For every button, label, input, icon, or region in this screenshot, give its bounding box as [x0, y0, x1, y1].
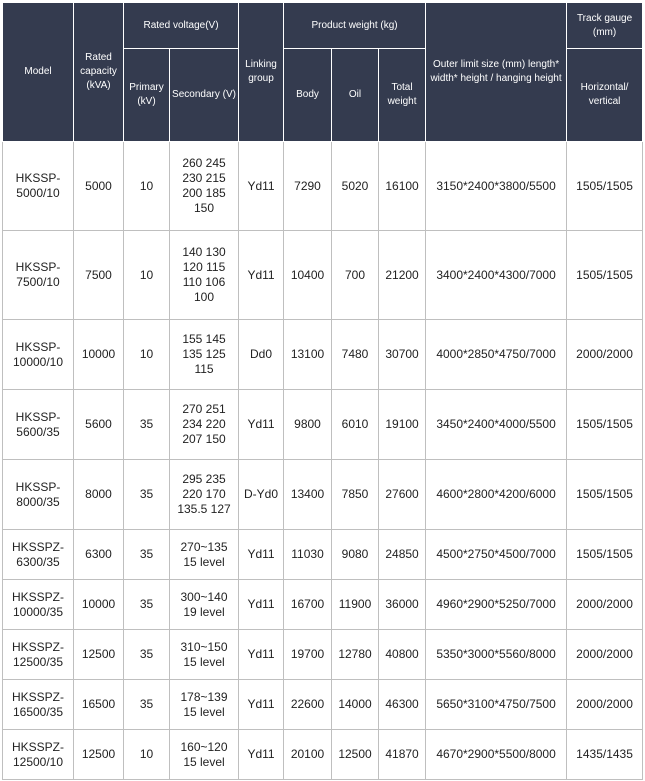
cell-outer-size: 4600*2800*4200/6000 [426, 460, 567, 530]
table-row [3, 320, 643, 390]
cell-model-line: 10000/35 [12, 604, 64, 619]
cell-secondary-line: 155 145 [182, 332, 226, 346]
cell-capacity: 7500 [74, 231, 124, 320]
cell-body-weight: 13100 [284, 320, 332, 390]
cell-secondary-line: 270 251 [182, 402, 226, 416]
cell-secondary-line: 115 [194, 362, 214, 376]
cell-primary: 10 [124, 142, 170, 231]
cell-capacity: 5600 [74, 390, 124, 460]
cell-total-weight: 21200 [379, 231, 426, 320]
cell-capacity: 5000 [74, 142, 124, 231]
cell-secondary-line: 15 level [183, 554, 225, 569]
cell-body-weight: 9800 [284, 390, 332, 460]
header-body: Body [284, 49, 332, 142]
header-oil: Oil [332, 49, 379, 142]
cell-track-gauge: 1435/1435 [567, 730, 643, 780]
header-track-gauge: Track gauge (mm) [567, 3, 643, 49]
cell-body-weight: 11030 [284, 530, 332, 580]
header-track-orientation: Horizontal/ vertical [567, 49, 643, 142]
cell-linking-group: Yd11 [239, 630, 284, 680]
cell-secondary-line: 19 level [183, 604, 225, 619]
cell-linking-group: Yd11 [239, 680, 284, 730]
cell-oil-weight: 9080 [332, 530, 379, 580]
cell-primary: 35 [124, 630, 170, 680]
table-row [3, 730, 643, 780]
cell-model-line: HKSSPZ- [11, 539, 64, 554]
cell-model-line: HKSSPZ- [11, 689, 64, 704]
cell-oil-weight: 12780 [332, 630, 379, 680]
header-outer-size: Outer limit size (mm) length* width* height / hanging height [426, 3, 567, 142]
table-row [3, 680, 643, 730]
cell-model-line: HKSSPZ- [11, 739, 64, 754]
cell-outer-size: 3450*2400*4000/5500 [426, 390, 567, 460]
cell-model [3, 680, 74, 730]
cell-linking-group: Yd11 [239, 580, 284, 630]
cell-primary: 10 [124, 231, 170, 320]
cell-linking-group: Yd11 [239, 142, 284, 231]
table-row [3, 231, 643, 320]
cell-outer-size: 3400*2400*4300/7000 [426, 231, 567, 320]
cell-model [3, 730, 74, 780]
cell-oil-weight: 700 [332, 231, 379, 320]
cell-total-weight: 16100 [379, 142, 426, 231]
cell-total-weight: 30700 [379, 320, 426, 390]
cell-secondary-line: 270~135 [180, 539, 228, 554]
table-row [3, 630, 643, 680]
header-secondary: Secondary (V) [170, 49, 239, 142]
cell-primary: 35 [124, 580, 170, 630]
header-product-weight: Product weight (kg) [284, 3, 426, 49]
cell-primary: 10 [124, 320, 170, 390]
cell-oil-weight: 11900 [332, 580, 379, 630]
cell-oil-weight: 12500 [332, 730, 379, 780]
cell-secondary-line: 110 106 [182, 275, 226, 289]
cell-model-line: 5000/10 [16, 186, 60, 200]
cell-oil-weight: 6010 [332, 390, 379, 460]
cell-total-weight: 27600 [379, 460, 426, 530]
cell-secondary-line: 160~120 [180, 739, 228, 754]
cell-total-weight: 24850 [379, 530, 426, 580]
cell-secondary-line: 310~150 [180, 639, 228, 654]
cell-oil-weight: 14000 [332, 680, 379, 730]
header-rated-voltage: Rated voltage(V) [124, 3, 239, 49]
cell-total-weight: 46300 [379, 680, 426, 730]
cell-outer-size: 3150*2400*3800/5500 [426, 142, 567, 231]
cell-oil-weight: 5020 [332, 142, 379, 231]
cell-secondary [170, 530, 239, 580]
cell-body-weight: 19700 [284, 630, 332, 680]
cell-track-gauge: 2000/2000 [567, 630, 643, 680]
transformer-spec-table [2, 2, 643, 780]
cell-track-gauge: 1505/1505 [567, 530, 643, 580]
cell-capacity: 16500 [74, 680, 124, 730]
cell-body-weight: 10400 [284, 231, 332, 320]
cell-model-line: 12500/10 [12, 754, 64, 769]
cell-model [3, 460, 74, 530]
cell-model-line: 7500/10 [16, 275, 60, 289]
cell-model-line: 12500/35 [12, 654, 64, 669]
cell-secondary-line: 135.5 127 [177, 502, 231, 516]
cell-secondary-line: 120 115 [182, 260, 226, 274]
cell-body-weight: 13400 [284, 460, 332, 530]
cell-secondary-line: 295 235 [182, 472, 226, 486]
cell-secondary [170, 390, 239, 460]
cell-model [3, 142, 74, 231]
cell-body-weight: 20100 [284, 730, 332, 780]
table-row [3, 530, 643, 580]
cell-secondary [170, 460, 239, 530]
table-row [3, 580, 643, 630]
cell-secondary-line: 140 130 [182, 245, 226, 259]
cell-secondary [170, 142, 239, 231]
header-model: Model [3, 3, 74, 142]
cell-primary: 35 [124, 460, 170, 530]
cell-linking-group: Yd11 [239, 231, 284, 320]
cell-capacity: 10000 [74, 320, 124, 390]
cell-body-weight: 22600 [284, 680, 332, 730]
header-primary: Primary (kV) [124, 49, 170, 142]
cell-secondary-line: 15 level [183, 654, 225, 669]
cell-linking-group: Yd11 [239, 730, 284, 780]
cell-model-line: 6300/35 [16, 554, 60, 569]
table-body [3, 142, 643, 780]
cell-model-line: 10000/10 [12, 354, 64, 369]
cell-capacity: 12500 [74, 630, 124, 680]
cell-track-gauge: 2000/2000 [567, 580, 643, 630]
cell-model-line: HKSSPZ- [11, 589, 64, 604]
cell-track-gauge: 2000/2000 [567, 680, 643, 730]
header-linking-group: Linking group [239, 3, 284, 142]
cell-capacity: 12500 [74, 730, 124, 780]
cell-model-line: 16500/35 [12, 704, 64, 719]
cell-track-gauge: 1505/1505 [567, 460, 643, 530]
cell-primary: 35 [124, 530, 170, 580]
cell-capacity: 8000 [74, 460, 124, 530]
table-row [3, 390, 643, 460]
cell-model-line: HKSSP- [15, 260, 61, 274]
cell-track-gauge: 1505/1505 [567, 231, 643, 320]
cell-linking-group: Yd11 [239, 530, 284, 580]
cell-outer-size: 4960*2900*5250/7000 [426, 580, 567, 630]
cell-secondary [170, 580, 239, 630]
cell-track-gauge: 1505/1505 [567, 390, 643, 460]
cell-model-line: 5600/35 [16, 424, 60, 439]
cell-track-gauge: 1505/1505 [567, 142, 643, 231]
cell-body-weight: 16700 [284, 580, 332, 630]
cell-linking-group: Dd0 [239, 320, 284, 390]
cell-primary: 35 [124, 680, 170, 730]
cell-model-line: HKSSP- [15, 339, 61, 354]
cell-model-line: 8000/35 [16, 494, 60, 509]
cell-oil-weight: 7480 [332, 320, 379, 390]
cell-model [3, 630, 74, 680]
cell-secondary-line: 234 220 [182, 417, 226, 431]
cell-capacity: 10000 [74, 580, 124, 630]
cell-model [3, 320, 74, 390]
cell-model-line: HKSSP- [15, 479, 61, 494]
cell-secondary-line: 200 185 [182, 186, 226, 200]
cell-secondary-line: 260 245 [182, 156, 226, 170]
cell-secondary-line: 150 [193, 201, 215, 215]
cell-model [3, 231, 74, 320]
cell-primary: 10 [124, 730, 170, 780]
cell-secondary-line: 230 215 [182, 171, 226, 185]
cell-secondary-line: 100 [193, 290, 215, 304]
cell-secondary-line: 207 150 [182, 432, 226, 446]
cell-model-line: HKSSPZ- [11, 639, 64, 654]
cell-outer-size: 5350*3000*5560/8000 [426, 630, 567, 680]
cell-model-line: HKSSP- [15, 171, 61, 185]
cell-secondary [170, 630, 239, 680]
cell-model-line: HKSSP- [15, 409, 61, 424]
table-row [3, 460, 643, 530]
cell-secondary [170, 320, 239, 390]
cell-model [3, 530, 74, 580]
cell-capacity: 6300 [74, 530, 124, 580]
cell-track-gauge: 2000/2000 [567, 320, 643, 390]
cell-secondary-line: 15 level [183, 754, 225, 769]
cell-outer-size: 4670*2900*5500/8000 [426, 730, 567, 780]
cell-secondary-line: 300~140 [180, 589, 228, 604]
header-total-weight: Total weight [379, 49, 426, 142]
cell-secondary-line: 135 125 [182, 347, 226, 361]
cell-model [3, 580, 74, 630]
cell-linking-group: D-Yd0 [239, 460, 284, 530]
cell-model [3, 390, 74, 460]
cell-linking-group: Yd11 [239, 390, 284, 460]
cell-secondary-line: 220 170 [182, 487, 226, 501]
cell-outer-size: 4500*2750*4500/7000 [426, 530, 567, 580]
cell-body-weight: 7290 [284, 142, 332, 231]
cell-total-weight: 40800 [379, 630, 426, 680]
cell-secondary [170, 231, 239, 320]
cell-total-weight: 41870 [379, 730, 426, 780]
cell-total-weight: 36000 [379, 580, 426, 630]
cell-primary: 35 [124, 390, 170, 460]
cell-oil-weight: 7850 [332, 460, 379, 530]
cell-secondary [170, 730, 239, 780]
cell-secondary [170, 680, 239, 730]
cell-outer-size: 4000*2850*4750/7000 [426, 320, 567, 390]
cell-total-weight: 19100 [379, 390, 426, 460]
cell-secondary-line: 15 level [183, 704, 225, 719]
table-row [3, 142, 643, 231]
header-capacity: Rated capacity (kVA) [74, 3, 124, 142]
cell-secondary-line: 178~139 [180, 689, 228, 704]
cell-outer-size: 5650*3100*4750/7500 [426, 680, 567, 730]
